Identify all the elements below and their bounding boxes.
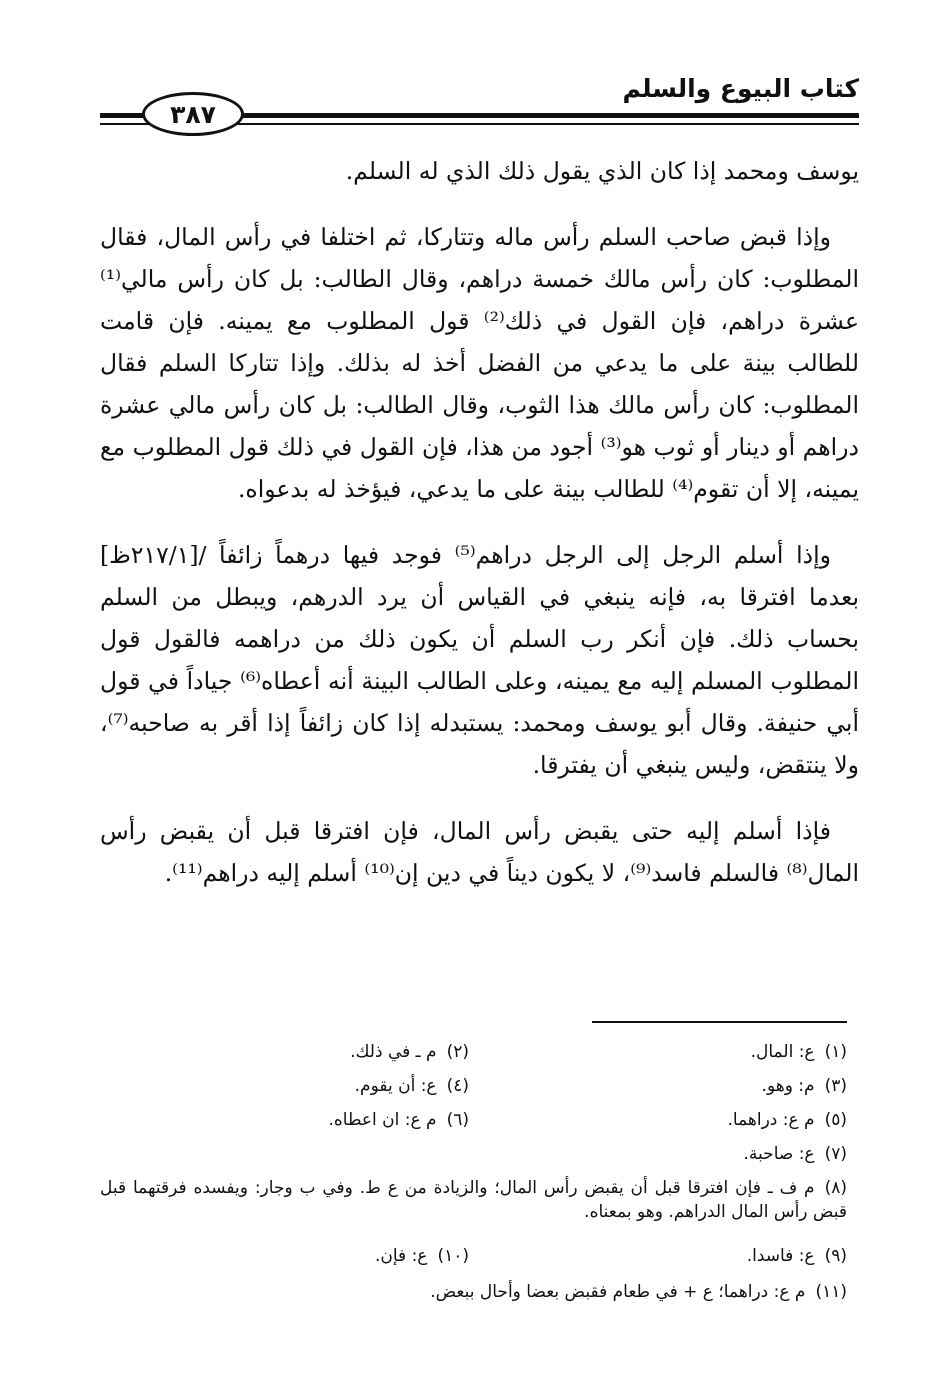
- footnote-3: [762, 1074, 847, 1098]
- footnote-number: (٧): [824, 1144, 847, 1164]
- footnote-number: (١): [824, 1042, 847, 1062]
- footnote-separator: [592, 1021, 847, 1023]
- paragraph-4: فإذا أسلم إليه حتى يقبض رأس المال، فإن افترقا قبل أن يقبض رأس المال⁽⁸⁾ فالسلم فاسد⁽⁹⁾، لا يكون ديناً في دين إن⁽¹⁰⁾ أسلم إليه دراهم⁽¹¹⁾.: [100, 817, 859, 887]
- footnote-5: [727, 1108, 847, 1132]
- footnote-text: ع: صاحبة.: [743, 1144, 815, 1164]
- footnote-1: [751, 1040, 847, 1064]
- page-number-badge: [142, 92, 244, 136]
- footnote-number: (١٠): [437, 1246, 469, 1266]
- footnote-4: [355, 1074, 469, 1098]
- chapter-title: كتاب البيوع والسلم: [622, 74, 859, 103]
- footnote-text: ع: المال.: [750, 1042, 815, 1062]
- footnote-number: (٢): [446, 1042, 469, 1062]
- footnote-7: [744, 1142, 847, 1166]
- footnote-text: م ـ في ذلك.: [350, 1042, 437, 1062]
- footnote-number: (١١): [815, 1282, 847, 1302]
- footnote-number: (٤): [446, 1076, 469, 1096]
- footnote-text: ع: فاسدا.: [746, 1246, 815, 1266]
- page-number: ٣٨٧: [170, 99, 216, 129]
- footnote-9: [747, 1244, 847, 1268]
- footnote-2: [350, 1040, 469, 1064]
- footnote-8: [100, 1176, 847, 1224]
- footnote-text: م ع: دراهما.: [727, 1110, 815, 1130]
- footnote-text: م ع: دراهما؛ ع + في طعام فقبض بعضا وأحال ببعض.: [430, 1282, 806, 1302]
- footnote-6: [328, 1108, 469, 1132]
- footnote-number: (٩): [824, 1246, 847, 1266]
- footnote-10: [375, 1244, 469, 1268]
- footnote-text: م ف ـ فإن افترقا قبل أن يقبض رأس المال؛ والزيادة من ع ط. وفي ب وجار: ويفسده فرقتهما قبل قبض رأس المال الدراهم. وهو بمعناه.: [100, 1178, 847, 1222]
- paragraph-2: وإذا قبض صاحب السلم رأس ماله وتتاركا، ثم اختلفا في رأس المال، فقال المطلوب: كان رأس مالك خمسة دراهم، وقال الطالب: بل كان رأس مالي⁽¹⁾ عشرة دراهم، فإن القول في ذلك⁽²⁾ قول المطلوب مع يمينه. فإن قامت للطالب بينة على ما يدعي من الفضل أخذ له بذلك. وإذا تتاركا السلم فقال المطلوب: كان رأس مالك هذا الثوب، وقال الطالب: بل كان رأس مالي عشرة دراهم أو دينار أو ثوب هو⁽³⁾ أجود من هذا، فإن القول في ذلك قول المطلوب مع يمينه، إلا أن تقوم⁽⁴⁾ للطالب بينة على ما يدعي، فيؤخذ له بدعواه.: [100, 223, 859, 503]
- footnote-11: [430, 1280, 847, 1304]
- paragraph-3: وإذا أسلم الرجل إلى الرجل دراهم⁽⁵⁾ فوجد فيها درهماً زائفاً /[٢١٧/١ظ] بعدما افترقا به، فإنه ينبغي في القياس أن يرد الدرهم، ويبطل من السلم بحساب ذلك. فإن أنكر رب السلم أن يكون ذلك من دراهمه فالقول قول المطلوب المسلم إليه مع يمينه، وعلى الطالب البينة أنه أعطاه⁽⁶⁾ جياداً في قول أبي حنيفة. وقال أبو يوسف ومحمد: يستبدله إذا كان زائفاً إذا أقر به صاحبه⁽⁷⁾، ولا ينتقض، وليس ينبغي أن يفترقا.: [100, 541, 859, 779]
- footnote-text: م: وهو.: [761, 1076, 815, 1096]
- footnote-number: (٥): [824, 1110, 847, 1130]
- body-text: [100, 150, 859, 894]
- footnote-text: م ع: ان اعطاه.: [328, 1110, 437, 1130]
- footnote-text: ع: أن يقوم.: [354, 1076, 437, 1096]
- paragraph-1: يوسف ومحمد إذا كان الذي يقول ذلك الذي له السلم.: [345, 157, 859, 185]
- footnote-number: (٦): [446, 1110, 469, 1130]
- footnote-number: (٨): [824, 1178, 847, 1198]
- footnote-number: (٣): [824, 1076, 847, 1096]
- footnote-text: ع: فإن.: [374, 1246, 428, 1266]
